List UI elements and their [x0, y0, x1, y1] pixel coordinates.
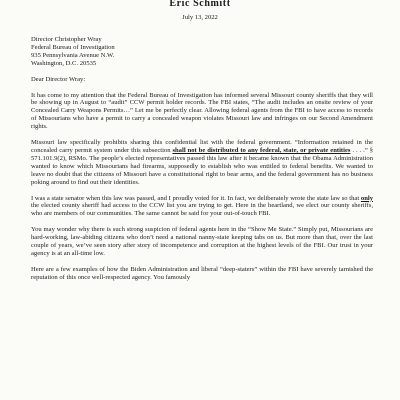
- address-line: Director Christopher Wray: [31, 36, 102, 43]
- letter-body: [31, 36, 373, 282]
- paragraph-3-text: I was a state senator when this law was passed, and I proudly voted for it. In fact, we deliberately wrote the state law so that: [31, 194, 361, 202]
- paragraph-2-text-end: . . . .” § 571.101.9(2), RSMo. The people’s elected representatives passed this law after it became known that the Obama Administration wanted to know which Missourians had firearms, supposedly to establish who was entitled to federal benefits. We wanted to leave no doubt that the citizens of Missouri have a constitutional right to bear arms, and the federal government has no business poking around to find out their identities.: [31, 146, 374, 186]
- letterhead-name: Eric Schmitt: [169, 0, 231, 9]
- recipient-address: [31, 36, 373, 68]
- address-line: 935 Pennsylvania Avenue N.W.: [31, 51, 115, 59]
- paragraph-2-text: Missouri law specifically prohibits sharing this confidential list with the federal government. “Information retained in the concealed carry permit system under this subsection: [31, 139, 373, 154]
- salutation: Dear Director Wray:: [31, 75, 86, 83]
- paragraph-3: [31, 195, 373, 219]
- paragraph-1: It has come to my attention that the Federal Bureau of Investigation has informed several Missouri county sheriffs that they will be showing up in August to “audit” CCW permit holder records. The FBI states, “The audit includes an onsite review of your Concealed Carry Weapons Permits…” Let me be perfectly clear. Allowing federal agents from the FBI to have access to records of Missourians who have a permit to carry a concealed weapon violates Missouri law and infringes on our Second Amendment rights.: [31, 91, 373, 131]
- address-line: Washington, D.C. 20535: [31, 59, 97, 67]
- paragraph-4: You may wonder why there is such strong suspicion of federal agents here in the “Show Me State.” Simply put, Missourians are hard-working, law-abiding citizens who don’t need a national nanny-state keeping tabs on us. But more than that, over the last couple of years, we’ve seen story after story of incompetence and corruption at the highest levels of the FBI. Our trust in your agency is at an all-time low.: [31, 226, 373, 257]
- paragraph-5: Here are a few examples of how the Biden Administration and liberal “deep-staters” within the FBI have severely tarnished the reputation of this once well-respected agency. You famously: [31, 265, 373, 281]
- letter-date: July 13, 2022: [182, 14, 218, 21]
- paragraph-2-emphasis: shall not be distributed to any federal, state, or private entities: [172, 146, 351, 154]
- address-line: Federal Bureau of Investigation: [31, 43, 115, 51]
- paragraph-3-text-end: the elected county sheriff had access to the CCW list you are trying to get. Here in the heartland, we elect our county sheriffs, who are members of our communities. The same cannot be said for your out-of-touch FBI.: [31, 202, 373, 218]
- paragraph-3-emphasis: only: [360, 194, 373, 202]
- paragraph-2: [31, 139, 373, 186]
